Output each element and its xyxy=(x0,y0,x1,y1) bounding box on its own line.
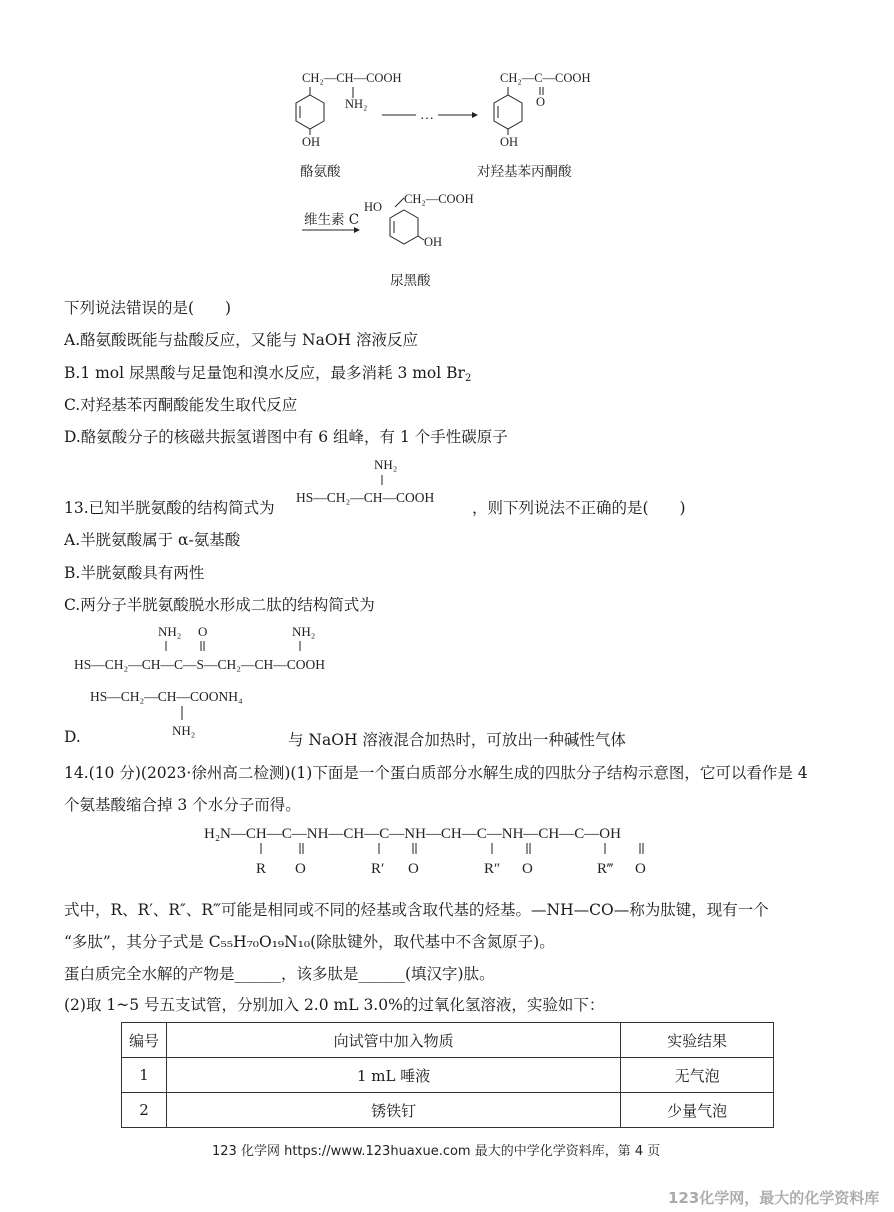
keto-oh: OH xyxy=(500,135,519,149)
q12-stem: 下列说法错误的是( ) xyxy=(64,299,232,317)
q14-line3: 式中，R、R′、R″、R‴可能是相同或不同的烃基或含取代基的烃基。—NH—CO—称为肽键，现有一个 xyxy=(64,901,769,919)
q14-line5: 蛋白质完全水解的产物是______，该多肽是______(填汉字)肽。 xyxy=(64,965,495,983)
tyrosine-chain: CH₂—CH—COOH xyxy=(302,71,402,85)
q12-option-c: C.对羟基苯丙酮酸能发生取代反应 xyxy=(64,396,298,414)
tyrosine-oh: OH xyxy=(302,135,321,149)
hga-chain: CH₂—COOH xyxy=(404,192,474,206)
q13-stem-after: ，则下列说法不正确的是( ) xyxy=(472,499,686,517)
table-row xyxy=(122,1058,774,1093)
tetrapeptide-o3: O xyxy=(522,861,533,877)
arrow-dots: … xyxy=(420,108,434,123)
hga-label: 尿黑酸 xyxy=(390,273,431,289)
keto-label: 对羟基苯丙酮酸 xyxy=(477,164,572,180)
option-d-nh2: NH₂ xyxy=(172,723,196,738)
cysteine-chain: HS—CH₂—CH—COOH xyxy=(296,490,435,505)
tetrapeptide-o1: O xyxy=(295,861,306,877)
q14-line2: 个氨基酸缩合掉 3 个水分子而得。 xyxy=(64,796,301,814)
page-footer: 123 化学网 https://www.123huaxue.com 最大的中学化学资料库，第 4 页 xyxy=(212,1144,661,1159)
tetrapeptide-r4: R‴ xyxy=(597,861,614,877)
q13-option-d-label: D. xyxy=(64,728,81,746)
vitamin-label: 维生素 C xyxy=(304,212,360,228)
keto-chain: CH₂—C—COOH xyxy=(500,71,591,85)
tetrapeptide-chain: H₂N—CH—C—NH—CH—C—NH—CH—C—NH—CH—C—OH xyxy=(204,826,621,842)
tetrapeptide-o2: O xyxy=(408,861,419,877)
tyrosine-nh2: NH₂ xyxy=(345,97,368,111)
table-header-cell: 实验结果 xyxy=(621,1023,774,1058)
q13-option-d-text: 与 NaOH 溶液混合加热时，可放出一种碱性气体 xyxy=(288,731,626,749)
cysteine-structure xyxy=(294,455,474,515)
table-header-row xyxy=(122,1023,774,1058)
table-row xyxy=(122,1093,774,1128)
option-d-structure xyxy=(90,684,290,744)
q14-line1: 14.(10 分)(2023·徐州高二检测)(1)下面是一个蛋白质部分水解生成的四肽分子结构示意图，它可以看作是 4 xyxy=(64,764,808,782)
watermark: 123化学网，最大的化学资料库 xyxy=(668,1189,880,1207)
tetrapeptide-o4: O xyxy=(635,861,646,877)
tetrapeptide-r2: R′ xyxy=(371,861,385,877)
keto-o: O xyxy=(536,95,546,109)
dipeptide-nh2-a: NH₂ xyxy=(158,624,182,639)
option-d-chain: HS—CH₂—CH—COONH₄ xyxy=(90,689,243,704)
table-cell: 锈铁钉 xyxy=(166,1093,620,1128)
arrow-to-keto xyxy=(380,105,480,125)
table-header-cell: 向试管中加入物质 xyxy=(166,1023,620,1058)
tyrosine-label: 酪氨酸 xyxy=(300,164,341,180)
q14-line4: “多肽”，其分子式是 C₅₅H₇₀O₁₉N₁₀(除肽键外，取代基中不含氮原子)。 xyxy=(64,933,555,951)
q14-line6: (2)取 1~5 号五支试管，分别加入 2.0 mL 3.0%的过氧化氢溶液，实验如下： xyxy=(64,996,605,1014)
cysteine-nh2: NH₂ xyxy=(374,457,398,472)
table-cell: 2 xyxy=(122,1093,167,1128)
table-cell: 1 xyxy=(122,1058,167,1093)
hga-ho: HO xyxy=(364,200,383,214)
dipeptide-structure xyxy=(74,622,394,677)
hga-oh: OH xyxy=(424,235,443,249)
tetrapeptide-r1: R xyxy=(256,861,267,877)
table-header-cell: 编号 xyxy=(122,1023,167,1058)
dipeptide-nh2-b: NH₂ xyxy=(292,624,316,639)
dipeptide-chain: HS—CH₂—CH—C—S—CH₂—CH—COOH xyxy=(74,657,325,672)
q12-option-d: D.酪氨酸分子的核磁共振氢谱图中有 6 组峰，有 1 个手性碳原子 xyxy=(64,428,508,446)
experiment-table xyxy=(121,1022,774,1128)
q12-option-a: A.酪氨酸既能与盐酸反应，又能与 NaOH 溶液反应 xyxy=(64,331,419,349)
homogentisic-acid-structure xyxy=(362,190,492,260)
table-cell: 1 mL 唾液 xyxy=(166,1058,620,1093)
q12-option-b: B.1 mol 尿黑酸与足量饱和溴水反应，最多消耗 3 mol $Br_2$ xyxy=(64,364,472,384)
dipeptide-o: O xyxy=(198,624,208,639)
table-cell: 少量气泡 xyxy=(621,1093,774,1128)
arrow-to-hga xyxy=(300,225,362,235)
q13-stem-before: 13.已知半胱氨酸的结构简式为 xyxy=(64,499,275,517)
keto-acid-structure xyxy=(488,65,618,155)
table-cell: 无气泡 xyxy=(621,1058,774,1093)
q13-option-c: C.两分子半胱氨酸脱水形成二肽的结构简式为 xyxy=(64,596,375,614)
tetrapeptide-structure xyxy=(204,820,704,882)
tetrapeptide-r3: R″ xyxy=(484,861,501,877)
q13-option-b: B.半胱氨酸具有两性 xyxy=(64,564,205,582)
q13-option-a: A.半胱氨酸属于 α-氨基酸 xyxy=(64,531,241,549)
